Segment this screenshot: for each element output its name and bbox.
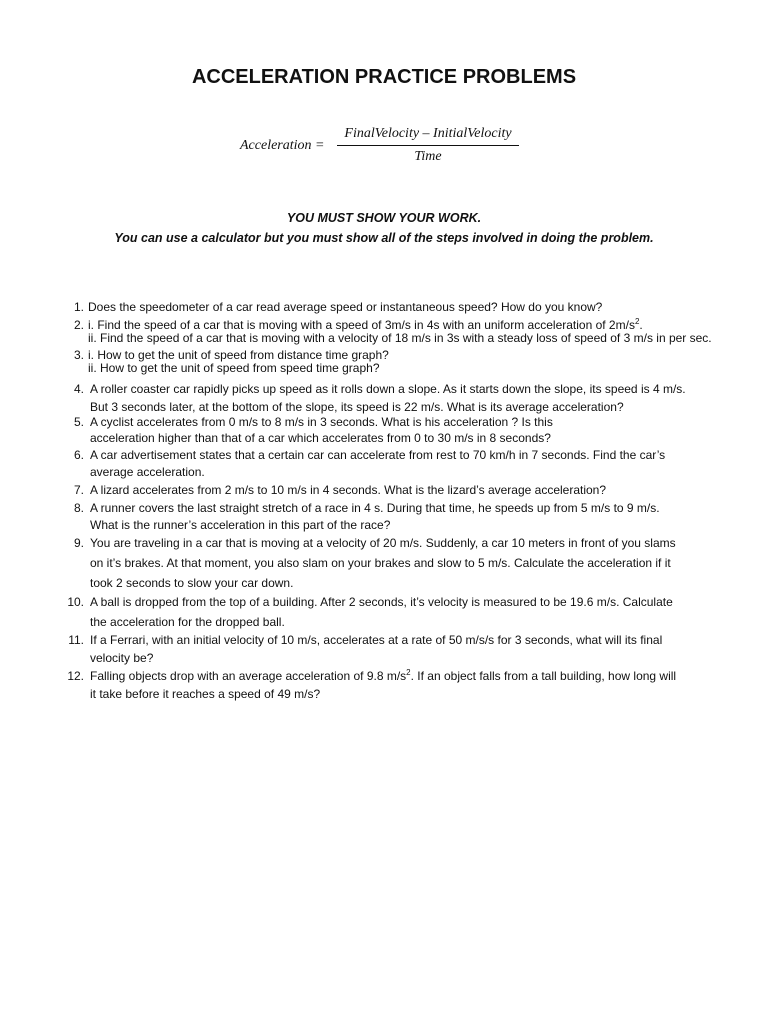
problem-number: 5.	[73, 415, 84, 429]
problem-text: If a Ferrari, with an initial velocity of 10 m/s, accelerates at a rate of 50 m/s/s for 3 seconds, what will its final	[90, 633, 663, 647]
problem-text: ii. How to get the unit of speed from speed time graph?	[88, 361, 380, 375]
superscript: 2	[406, 668, 411, 677]
problem-number: 10.	[67, 595, 84, 609]
problem-number: 11.	[68, 633, 84, 647]
superscript: 2	[634, 317, 640, 326]
problem-text: A runner covers the last straight stretch of a race in 4 s. During that time, he speeds up from 5 m/s to 9 m/s.	[90, 501, 660, 515]
problem-text-segment: .	[639, 318, 643, 332]
problem-text: A car advertisement states that a certain car can accelerate from rest to 70 km/h in 7 seconds. Find the car’s	[90, 448, 666, 462]
problem-text: on it’s brakes. At that moment, you also slam on your brakes and slow to 5 m/s. Calculate the acceleration if it	[90, 556, 671, 570]
page-title: ACCELERATION PRACTICE PROBLEMS	[191, 66, 577, 88]
problem-number: 12.	[67, 669, 84, 683]
formula-numerator: FinalVelocity – InitialVelocity	[344, 126, 512, 141]
problem-text-segment: . If an object falls from a tall building, how long will	[410, 669, 677, 683]
formula-lhs: Acceleration =	[240, 138, 325, 153]
problem-text: But 3 seconds later, at the bottom of the slope, its speed is 22 m/s. What is its average acceleration?	[90, 400, 624, 414]
instructions	[0, 208, 768, 248]
problem-text: it take before it reaches a speed of 49 m/s?	[90, 687, 321, 701]
problem-text: velocity be?	[90, 651, 154, 665]
problem-text: acceleration higher than that of a car which accelerates from 0 to 30 m/s in 8 seconds?	[90, 431, 551, 445]
problem-text: A roller coaster car rapidly picks up speed as it rolls down a slope. As it starts down the slope, its speed is 4 m/s.	[90, 382, 686, 396]
problem-text: What is the runner’s acceleration in this part of the race?	[90, 518, 391, 532]
problem-number: 1.	[73, 300, 84, 314]
problem-number: 9.	[73, 536, 84, 550]
instruction-line-2: You can use a calculator but you must show all of the steps involved in doing the problem.	[114, 231, 654, 245]
problem-number: 7.	[73, 483, 84, 497]
formula-fraction	[335, 126, 521, 165]
problem-number: 6.	[73, 448, 84, 462]
problem-number: 2.	[73, 318, 84, 332]
problem-text: ii. Find the speed of a car that is moving with a velocity of 18 m/s in 3s with a steady loss of speed of 3 m/s in per sec.	[88, 331, 712, 345]
problem-text: You are traveling in a car that is moving at a velocity of 20 m/s. Suddenly, a car 10 meters in front of you slams	[90, 536, 676, 550]
problem-number: 4.	[73, 382, 84, 396]
problem-text	[90, 668, 676, 684]
problem-text: A cyclist accelerates from 0 m/s to 8 m/s in 3 seconds. What is his acceleration ? Is this	[90, 415, 553, 429]
problem-number: 8.	[73, 501, 84, 515]
problem-text: i. How to get the unit of speed from distance time graph?	[88, 348, 389, 362]
problem-text: A ball is dropped from the top of a building. After 2 seconds, it’s velocity is measured to be 19.6 m/s. Calculate	[90, 595, 673, 609]
instruction-line-1: YOU MUST SHOW YOUR WORK.	[286, 211, 482, 225]
problem-text: A lizard accelerates from 2 m/s to 10 m/s in 4 seconds. What is the lizard’s average acceleration?	[90, 483, 607, 497]
problem-text-segment: i. Find the speed of a car that is moving with a speed of 3m/s in 4s with an uniform acceleration of 2m/s	[88, 318, 635, 332]
problem-text: average acceleration.	[90, 465, 205, 479]
problem-text: took 2 seconds to slow your car down.	[90, 576, 294, 590]
problem-number: 3.	[73, 348, 84, 362]
formula-denominator: Time	[414, 149, 442, 164]
problem-text: Does the speedometer of a car read average speed or instantaneous speed? How do you know?	[88, 300, 603, 314]
problem-text: the acceleration for the dropped ball.	[90, 615, 285, 629]
problem-text-segment: Falling objects drop with an average acceleration of 9.8 m/s	[90, 669, 407, 683]
